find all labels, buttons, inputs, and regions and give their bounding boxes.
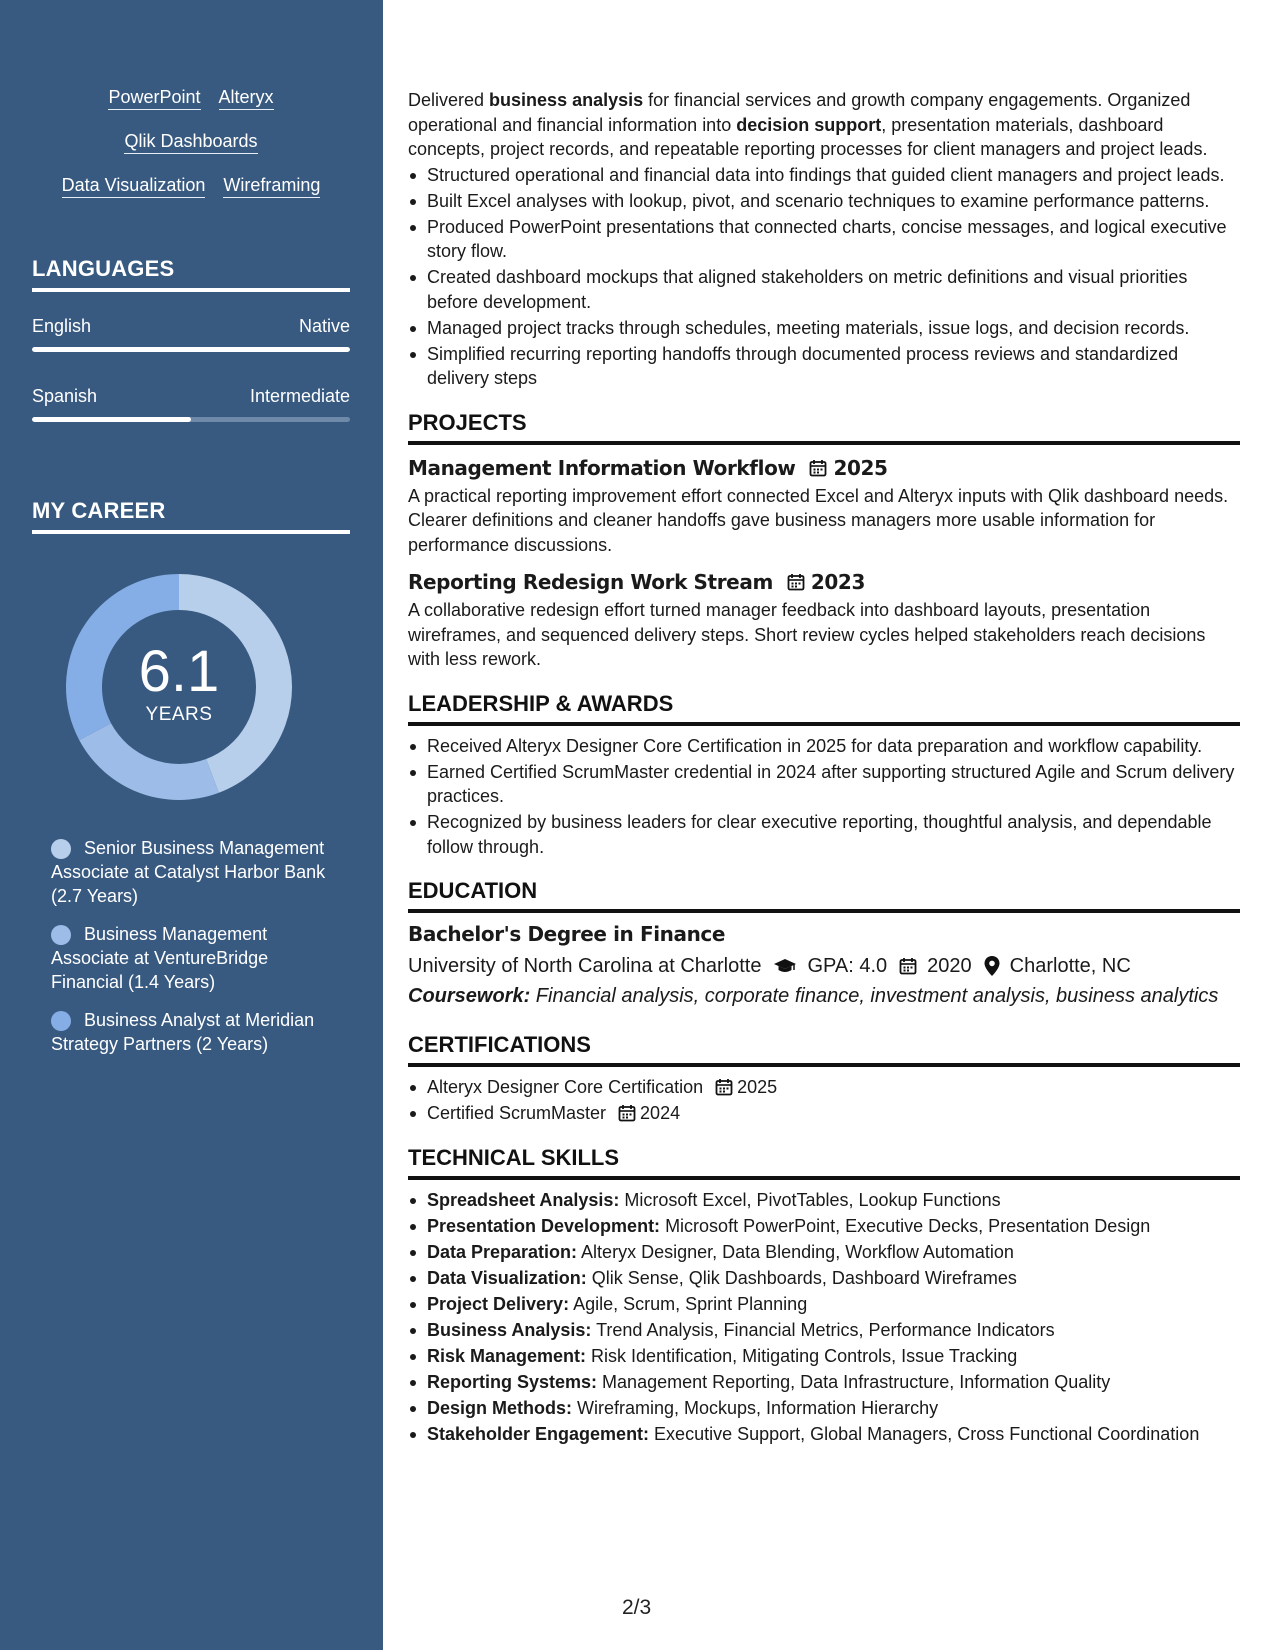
certification-name: Certified ScrumMaster bbox=[427, 1103, 607, 1123]
donut-center bbox=[66, 574, 292, 800]
skill-category: Data Preparation: bbox=[427, 1241, 578, 1262]
experience-bullet: Built Excel analyses with lookup, pivot, and scenario techniques to examine performance patterns. bbox=[408, 189, 1240, 214]
tag-row bbox=[32, 130, 350, 154]
skill-values: Risk Identification, Mitigating Controls, Issue Tracking bbox=[586, 1345, 1018, 1366]
certification-year: 2025 bbox=[737, 1077, 778, 1097]
language-bar-fill bbox=[32, 347, 350, 352]
experience-bullet: Managed project tracks through schedules, meeting materials, issue logs, and decision records. bbox=[408, 316, 1240, 341]
skill-tags bbox=[32, 86, 350, 218]
certification-year: 2024 bbox=[640, 1103, 681, 1123]
page-number: 2/3 bbox=[622, 1596, 652, 1619]
career-list bbox=[51, 836, 341, 1070]
skill-item bbox=[408, 1318, 1240, 1343]
skill-item bbox=[408, 1240, 1240, 1265]
map-pin-icon bbox=[984, 956, 1000, 976]
skill-item bbox=[408, 1396, 1240, 1421]
certification-item bbox=[408, 1101, 1240, 1126]
language-name: Spanish bbox=[32, 386, 98, 406]
project-year: 2025 bbox=[833, 455, 888, 480]
language-name: English bbox=[32, 316, 92, 336]
summary-text: for financial services and growth company engagements. Organized operational and financial information into bbox=[408, 90, 1191, 135]
skill-values: Agile, Scrum, Sprint Planning bbox=[569, 1293, 808, 1314]
education-year: 2020 bbox=[927, 955, 972, 977]
skill-category: Spreadsheet Analysis: bbox=[427, 1189, 620, 1210]
graduation-cap-icon bbox=[773, 957, 797, 975]
summary-bold: decision support bbox=[736, 114, 882, 135]
tag-row bbox=[32, 174, 350, 198]
skill-item bbox=[408, 1214, 1240, 1239]
main-content bbox=[408, 88, 1240, 1448]
skill-item bbox=[408, 1188, 1240, 1213]
career-donut-chart bbox=[66, 574, 292, 800]
leadership-list bbox=[408, 734, 1240, 860]
skill-tag: Wireframing bbox=[223, 174, 320, 198]
education-school: University of North Carolina at Charlotte bbox=[408, 955, 762, 977]
education-location: Charlotte, NC bbox=[1009, 955, 1131, 977]
calendar-icon bbox=[618, 1104, 636, 1122]
education-heading: EDUCATION bbox=[408, 877, 1240, 913]
coursework-label: Coursework: bbox=[408, 985, 531, 1007]
skill-values: Microsoft Excel, PivotTables, Lookup Functions bbox=[619, 1189, 1001, 1210]
coursework-text: Financial analysis, corporate finance, investment analysis, business analytics bbox=[530, 985, 1219, 1007]
calendar-icon bbox=[715, 1078, 733, 1096]
skill-values: Alteryx Designer, Data Blending, Workflow Automation bbox=[577, 1241, 1014, 1262]
summary-bold: business analysis bbox=[489, 90, 644, 110]
education-details bbox=[408, 953, 1240, 979]
skill-tag: PowerPoint bbox=[108, 86, 200, 110]
career-item bbox=[51, 836, 341, 908]
skill-item bbox=[408, 1370, 1240, 1395]
summary-text: , presentation materials, dashboard concepts, project records, and repeatable reporting processes for client managers and project leads. bbox=[408, 114, 1208, 159]
skill-values: Microsoft PowerPoint, Executive Decks, Presentation Design bbox=[660, 1215, 1151, 1236]
tag-row bbox=[32, 86, 350, 110]
career-dot bbox=[51, 1011, 71, 1031]
career-item-text: Business Analyst at Meridian Strategy Partners (2 Years) bbox=[51, 1010, 315, 1054]
certification-name: Alteryx Designer Core Certification bbox=[427, 1077, 704, 1097]
technical-skills-heading: TECHNICAL SKILLS bbox=[408, 1144, 1240, 1180]
career-item bbox=[51, 922, 341, 994]
skill-values: Executive Support, Global Managers, Cross Functional Coordination bbox=[649, 1423, 1200, 1444]
career-item-text: Business Management Associate at VentureBridge Financial (1.4 Years) bbox=[51, 924, 269, 992]
skill-category: Business Analysis: bbox=[427, 1319, 592, 1340]
career-item-text: Senior Business Management Associate at Catalyst Harbor Bank (2.7 Years) bbox=[51, 838, 326, 906]
project-heading bbox=[408, 569, 1240, 595]
skill-tag: Alteryx bbox=[219, 86, 274, 110]
skill-category: Project Delivery: bbox=[427, 1293, 570, 1314]
skill-item bbox=[408, 1344, 1240, 1369]
leadership-heading: LEADERSHIP & AWARDS bbox=[408, 690, 1240, 726]
experience-bullet: Structured operational and financial data into findings that guided client managers and project leads. bbox=[408, 163, 1240, 188]
experience-summary bbox=[408, 88, 1240, 162]
project-heading bbox=[408, 455, 1240, 481]
education-gpa: GPA: 4.0 bbox=[807, 955, 888, 977]
languages-heading: LANGUAGES bbox=[32, 256, 350, 292]
certifications-heading: CERTIFICATIONS bbox=[408, 1031, 1240, 1067]
education-coursework bbox=[408, 983, 1240, 1009]
career-item bbox=[51, 1008, 341, 1056]
calendar-icon bbox=[809, 459, 827, 477]
leadership-item: Earned Certified ScrumMaster credential in 2024 after supporting structured Agile and Scrum delivery practices. bbox=[408, 760, 1240, 809]
summary-text: Delivered bbox=[408, 90, 490, 110]
calendar-icon bbox=[899, 957, 917, 975]
skill-values: Management Reporting, Data Infrastructure, Information Quality bbox=[597, 1371, 1111, 1392]
sidebar bbox=[0, 0, 383, 1650]
project-name: Management Information Workflow bbox=[408, 455, 796, 480]
project-description: A practical reporting improvement effort connected Excel and Alteryx inputs with Qlik dashboard needs. Clearer definitions and cleaner handoffs gave business managers more usable information for performance discussions. bbox=[408, 485, 1229, 555]
technical-skills-list bbox=[408, 1188, 1240, 1447]
language-bar-fill bbox=[32, 417, 191, 422]
language-english bbox=[32, 315, 350, 352]
career-dot bbox=[51, 925, 71, 945]
project-name: Reporting Redesign Work Stream bbox=[408, 570, 773, 594]
career-years-label: YEARS bbox=[145, 704, 213, 725]
skill-item bbox=[408, 1266, 1240, 1291]
skill-tag: Qlik Dashboards bbox=[124, 130, 257, 154]
skill-tag: Data Visualization bbox=[62, 174, 206, 198]
skill-values: Qlik Sense, Qlik Dashboards, Dashboard Wireframes bbox=[586, 1267, 1017, 1288]
certification-item bbox=[408, 1075, 1240, 1100]
skill-item bbox=[408, 1422, 1240, 1447]
career-heading: MY CAREER bbox=[32, 498, 350, 534]
language-bar bbox=[32, 347, 350, 352]
skill-category: Design Methods: bbox=[427, 1397, 573, 1418]
education-degree: Bachelor's Degree in Finance bbox=[408, 922, 726, 946]
leadership-item: Recognized by business leaders for clear executive reporting, thoughtful analysis, and dependable follow through. bbox=[408, 810, 1240, 859]
skill-category: Risk Management: bbox=[427, 1345, 587, 1366]
skill-category: Presentation Development: bbox=[427, 1215, 661, 1236]
skill-values: Trend Analysis, Financial Metrics, Performance Indicators bbox=[591, 1319, 1055, 1340]
project-year: 2023 bbox=[810, 570, 865, 594]
career-dot bbox=[51, 839, 71, 859]
language-bar bbox=[32, 417, 350, 422]
skill-category: Stakeholder Engagement: bbox=[427, 1423, 650, 1444]
experience-bullet: Simplified recurring reporting handoffs through documented process reviews and standardized delivery steps bbox=[408, 342, 1240, 391]
certifications-list bbox=[408, 1075, 1240, 1126]
calendar-icon bbox=[787, 573, 805, 591]
experience-bullet: Created dashboard mockups that aligned stakeholders on metric definitions and visual priorities before development. bbox=[408, 265, 1240, 314]
skill-category: Data Visualization: bbox=[427, 1267, 587, 1288]
career-total-years: 6.1 bbox=[138, 639, 220, 704]
projects-heading: PROJECTS bbox=[408, 409, 1240, 445]
experience-bullet: Produced PowerPoint presentations that connected charts, concise messages, and logical executive story flow. bbox=[408, 215, 1240, 264]
skill-values: Wireframing, Mockups, Information Hierarchy bbox=[572, 1397, 939, 1418]
language-level: Native bbox=[298, 316, 350, 336]
language-level: Intermediate bbox=[249, 386, 350, 406]
project-description: A collaborative redesign effort turned manager feedback into dashboard layouts, presentation wireframes, and sequenced delivery steps. Short review cycles helped stakeholders reach decisions with less rework. bbox=[408, 600, 1206, 669]
skill-item bbox=[408, 1292, 1240, 1317]
leadership-item: Received Alteryx Designer Core Certification in 2025 for data preparation and workflow capability. bbox=[408, 734, 1240, 759]
language-spanish bbox=[32, 385, 350, 422]
experience-bullets bbox=[408, 163, 1240, 391]
skill-category: Reporting Systems: bbox=[427, 1371, 598, 1392]
